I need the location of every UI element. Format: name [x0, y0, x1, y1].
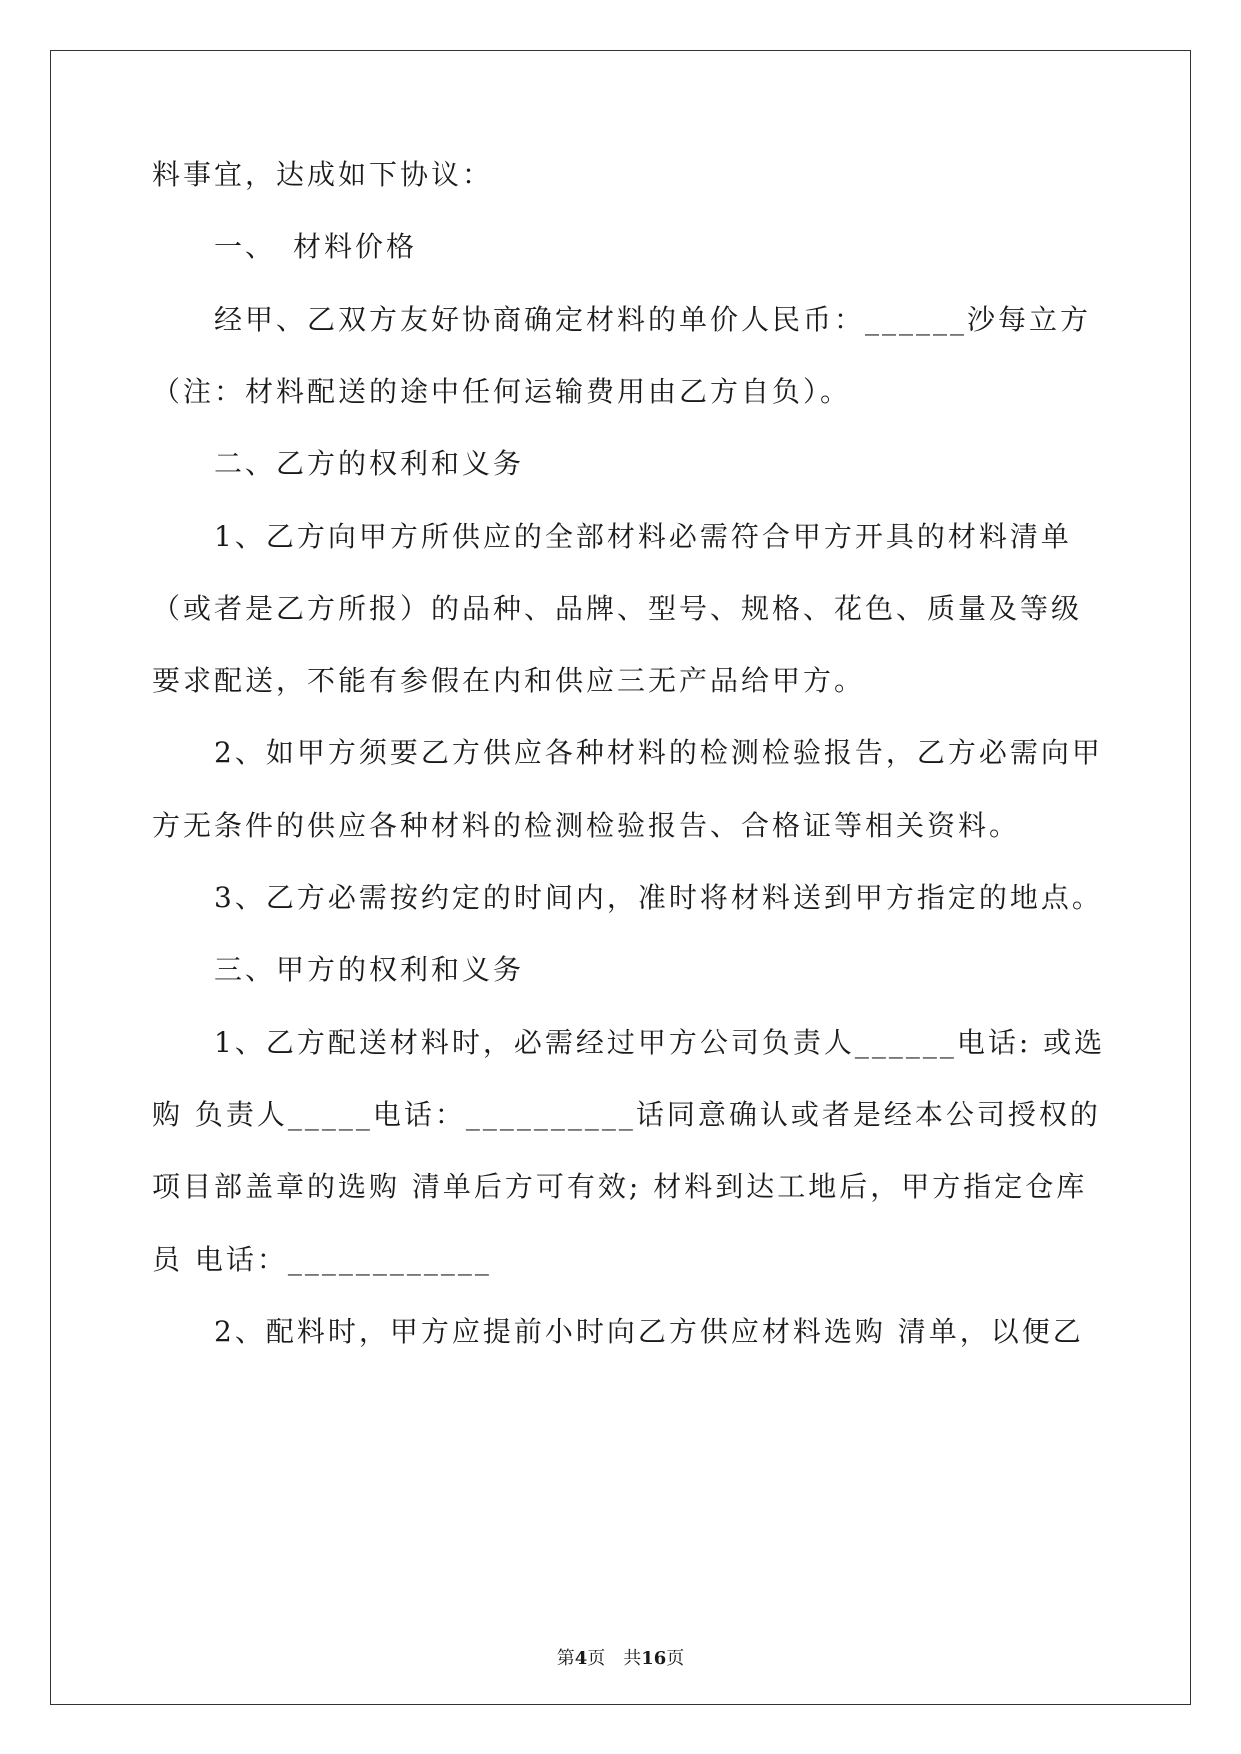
text-line: 经甲、乙双方友好协商确定材料的单价人民币：______沙每立方	[152, 303, 1092, 336]
page-footer	[0, 1648, 1241, 1670]
footer-page-unit: 页	[587, 1648, 606, 1669]
text-line: 2、如甲方须要乙方供应各种材料的检测检验报告，乙方必需向甲	[152, 736, 1103, 769]
text-line: 1、乙方配送材料时，必需经过甲方公司负责人______电话: 或选	[152, 1026, 1106, 1059]
text-line: 购 负责人_____电话：__________话同意确认或者是经本公司授权的	[152, 1098, 1101, 1131]
text-line: 员 电话：____________	[152, 1243, 492, 1276]
footer-total-prefix: 共	[623, 1648, 642, 1669]
text-line: 2、配料时，甲方应提前小时向乙方供应材料选购 清单，以便乙	[152, 1315, 1084, 1348]
text-line: 1、乙方向甲方所供应的全部材料必需符合甲方开具的材料清单	[152, 520, 1072, 553]
text-line: 二、乙方的权利和义务	[152, 447, 525, 480]
text-line: 项目部盖章的选购 清单后方可有效; 材料到达工地后，甲方指定仓库	[152, 1170, 1088, 1203]
text-line: 方无条件的供应各种材料的检测检验报告、合格证等相关资料。	[152, 809, 1021, 842]
text-line: 三、甲方的权利和义务	[152, 953, 525, 986]
text-line: 一、 材料价格	[152, 230, 418, 263]
footer-total-unit: 页	[666, 1648, 685, 1669]
total-page-count: 16	[641, 1648, 667, 1669]
page-border	[50, 50, 1191, 1705]
text-line: 要求配送，不能有参假在内和供应三无产品给甲方。	[152, 664, 866, 697]
text-line: 料事宜，达成如下协议：	[152, 158, 494, 191]
current-page-number: 4	[574, 1648, 588, 1669]
footer-prefix: 第	[556, 1648, 575, 1669]
text-line: （注：材料配送的途中任何运输费用由乙方自负）。	[152, 375, 852, 408]
text-line: 3、乙方必需按约定的时间内，准时将材料送到甲方指定的地点。	[152, 881, 1103, 914]
text-line: （或者是乙方所报）的品种、品牌、型号、规格、花色、质量及等级	[152, 592, 1083, 625]
